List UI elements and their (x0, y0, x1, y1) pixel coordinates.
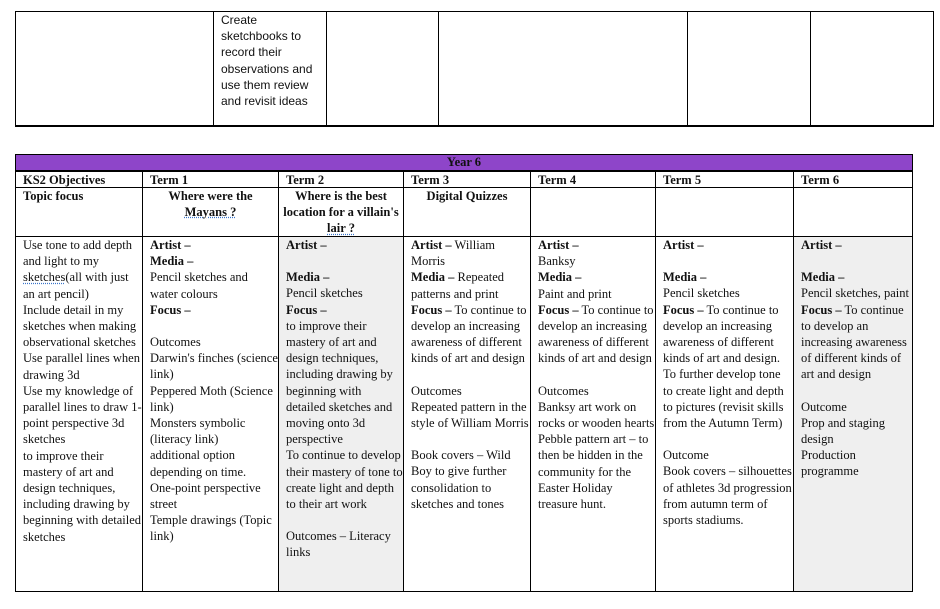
term3-cell (404, 237, 530, 591)
term4-media: Paint and print (538, 286, 612, 301)
year-banner: Year 6 (15, 154, 913, 171)
term2-artist-label: Artist – (286, 238, 327, 252)
term3-media: Repeated patterns and print (411, 270, 505, 301)
header-ks2-objectives: KS2 Objectives (23, 173, 106, 187)
term5-artist-label: Artist – (663, 238, 704, 252)
objectives-intro: Use tone to add depth and light to my (23, 238, 133, 269)
objectives-intro-rest: (all with just an art pencil) (23, 270, 129, 301)
topic-term1 (143, 188, 278, 220)
term5-outcomes: Outcome Book covers – silhouettes of athletes 3d progression from autumn term of sports stadiums. (663, 448, 792, 528)
topic-term1-line1: Where were the (168, 189, 253, 203)
objectives-sketches-link: sketches (23, 270, 66, 285)
topic-focus-label: Topic focus (23, 189, 84, 203)
term6-cell (794, 237, 912, 591)
term3-outcomes: Outcomes Repeated pattern in the style of William Morris (411, 383, 529, 431)
term5-focus-label: Focus – (663, 302, 704, 317)
objectives-cell (16, 237, 142, 591)
term6-focus: To continue to develop an increasing awareness of different kinds of art and design (801, 302, 907, 382)
term1-focus-label: Focus – (150, 302, 191, 317)
term3-extra: Book covers – Wild Boy to give further consolidation to sketches and tones (411, 448, 511, 511)
term6-focus-label: Focus – (801, 302, 842, 317)
term5-media-label: Media – (663, 270, 707, 285)
term1-outcomes: Outcomes Darwin's finches (science link) Peppered Moth (Science link) Monsters symbolic (literacy link) additional option depending on time. One-point perspective street Temple drawings (Topic link) (150, 335, 278, 544)
term2-media: Pencil sketches (286, 286, 363, 301)
term4-outcomes: Outcomes Banksy art work on rocks or wooden hearts Pebble pattern art – to then be hidden in the community for the Easter Holiday treasure hunt. (538, 383, 655, 512)
header-term-1: Term 1 (150, 173, 189, 187)
top-table-cell-text: Create sketchbooks to record their observations and use them review and revisit ideas (221, 13, 313, 109)
term6-media-label: Media – (801, 270, 845, 285)
header-term-3: Term 3 (411, 173, 450, 187)
term2-outcomes: Outcomes – Literacy links (286, 529, 391, 560)
term3-focus-label: Focus – (411, 302, 452, 317)
term6-outcomes: Outcome Prop and staging design Production programme (801, 399, 886, 479)
term5-cell (656, 237, 793, 591)
topic-term3: Digital Quizzes (426, 189, 508, 203)
header-term-2: Term 2 (286, 173, 325, 187)
term4-focus-label: Focus – (538, 302, 579, 317)
term3-artist: William Morris (411, 238, 495, 269)
topic-term2 (281, 188, 401, 237)
term4-media-label: Media – (538, 270, 582, 285)
header-term-4: Term 4 (538, 173, 577, 187)
header-term-6: Term 6 (801, 173, 840, 187)
term3-media-label: Media – (411, 270, 455, 285)
term1-cell (143, 237, 278, 591)
term2-media-label: Media – (286, 270, 330, 285)
term3-artist-label: Artist – (411, 238, 452, 252)
term2-focus: to improve their mastery of art and design techniques, including drawing by beginning with detailed sketches and moving onto 3d perspective To continue to develop their mastery of tone to create light and depth to their art work (286, 318, 403, 512)
topic-term2-lair: lair ? (327, 221, 355, 236)
topic-term2-text: Where is the best location for a villain's (283, 189, 399, 220)
term1-artist-label: Artist – (150, 238, 191, 252)
term6-artist-label: Artist – (801, 238, 842, 252)
term5-focus: To continue to develop an increasing awareness of different kinds of art and design. To further develop tone to create light and depth to pictures (revisit skills from the Autumn Term) (663, 302, 784, 431)
term4-cell (531, 237, 655, 591)
term3-focus: To continue to develop an increasing awareness of different kinds of art and design (411, 302, 527, 366)
term5-media: Pencil sketches (663, 286, 740, 301)
term1-media-label: Media – (150, 254, 194, 269)
term6-media: Pencil sketches, paint (801, 286, 909, 301)
term4-artist-label: Artist – (538, 238, 579, 252)
term2-cell (279, 237, 403, 591)
header-term-5: Term 5 (663, 173, 702, 187)
term2-focus-label: Focus – (286, 302, 327, 317)
topic-term1-mayans: Mayans ? (184, 205, 237, 220)
term1-media: Pencil sketches and water colours (150, 270, 248, 301)
term4-artist: Banksy (538, 254, 576, 269)
term4-focus: To continue to develop an increasing awareness of different kinds of art and design (538, 302, 654, 366)
objectives-list: Include detail in my sketches when making observational sketches Use parallel lines when drawing 3d Use my knowledge of parallel lines to draw 1-point perspective 3d sketches to improve their mastery of art and design techniques, including drawing by beginning with detailed sketches (23, 302, 142, 544)
